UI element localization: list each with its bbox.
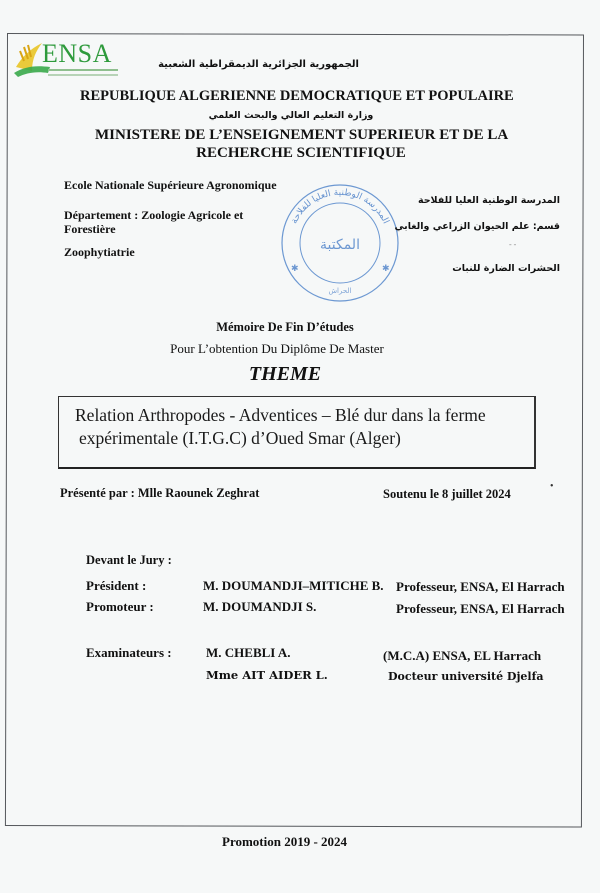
- republic-heading: REPUBLIQUE ALGERIENNE DEMOCRATIQUE ET POPULAIRE: [80, 88, 514, 104]
- arabic-school-name: المدرسة الوطنية العليا للفلاحة: [417, 195, 560, 206]
- jury-name: M. DOUMANDJI S.: [203, 599, 317, 614]
- jury-role: Examinateurs :: [86, 645, 172, 660]
- jury-name: M. DOUMANDJI–MITICHE B.: [203, 578, 384, 593]
- speck-mark: •: [550, 481, 554, 492]
- theme-title-line2: expérimentale (I.T.G.C) d’Oued Smar (Alger): [79, 428, 401, 448]
- department-line2: Forestière: [64, 222, 116, 236]
- logo-text: ENSA: [42, 39, 112, 68]
- department-line1: Département : Zoologie Agricole et: [64, 208, 244, 222]
- svg-text:المدرسة الوطنية العليا للفلاحة: المدرسة الوطنية العليا للفلاحة: [289, 187, 391, 226]
- arabic-department: قسم: علم الحيوان الزراعي والغابي: [394, 221, 560, 232]
- jury-role: Promoteur :: [86, 599, 154, 614]
- memoire-subtitle: Pour L’obtention Du Diplôme De Master: [170, 341, 384, 356]
- specialty: Zoophytiatrie: [64, 245, 135, 259]
- jury-affiliation: Professeur, ENSA, El Harrach: [396, 601, 565, 616]
- promotion-years: Promotion 2019 - 2024: [222, 834, 348, 849]
- memoire-title: Mémoire De Fin D’études: [216, 320, 354, 334]
- arabic-specialty: الحشرات الضارة للنبات: [452, 263, 560, 274]
- theme-title-line1: Relation Arthropodes - Adventices – Blé dur dans la ferme: [75, 405, 486, 425]
- theme-title-box: [58, 396, 536, 469]
- jury-name: Mme AIT AIDER L.: [206, 668, 328, 682]
- jury-affiliation: Professeur, ENSA, El Harrach: [396, 579, 565, 594]
- stamp-center-text: المكتبة: [320, 237, 360, 253]
- ensa-logo: [12, 37, 120, 79]
- jury-role: Président :: [86, 578, 147, 593]
- library-stamp: [278, 181, 402, 305]
- school-name: Ecole Nationale Supérieure Agronomique: [64, 178, 277, 192]
- jury-heading: Devant le Jury :: [86, 553, 172, 567]
- ministry-heading-line1: MINISTERE DE L’ENSEIGNEMENT SUPERIEUR ET DE LA: [95, 127, 509, 143]
- ministry-heading-line2: RECHERCHE SCIENTIFIQUE: [196, 145, 406, 161]
- theme-label: THEME: [248, 363, 322, 385]
- jury-name: M. CHEBLI A.: [206, 645, 291, 660]
- presented-by: Présenté par : Mlle Raounek Zeghrat: [60, 486, 260, 500]
- jury-affiliation: (M.C.A) ENSA, EL Harrach: [383, 648, 542, 663]
- stamp-bottom-text: الحراش: [328, 287, 352, 295]
- defense-date: Soutenu le 8 juillet 2024: [383, 487, 511, 501]
- star-icon: ✱: [382, 263, 390, 273]
- dash-mark: - -: [509, 240, 517, 249]
- arabic-ministry-heading: وزارة التعليم العالي والبحث العلمي: [208, 110, 374, 121]
- logo-subtitle-line: [48, 69, 118, 71]
- jury-affiliation: Docteur université Djelfa: [388, 670, 544, 683]
- star-icon: ✱: [291, 263, 299, 273]
- logo-subtitle-line: [48, 74, 118, 76]
- arabic-republic-heading: الجمهورية الجزائرية الديمقراطية الشعبية: [158, 59, 359, 70]
